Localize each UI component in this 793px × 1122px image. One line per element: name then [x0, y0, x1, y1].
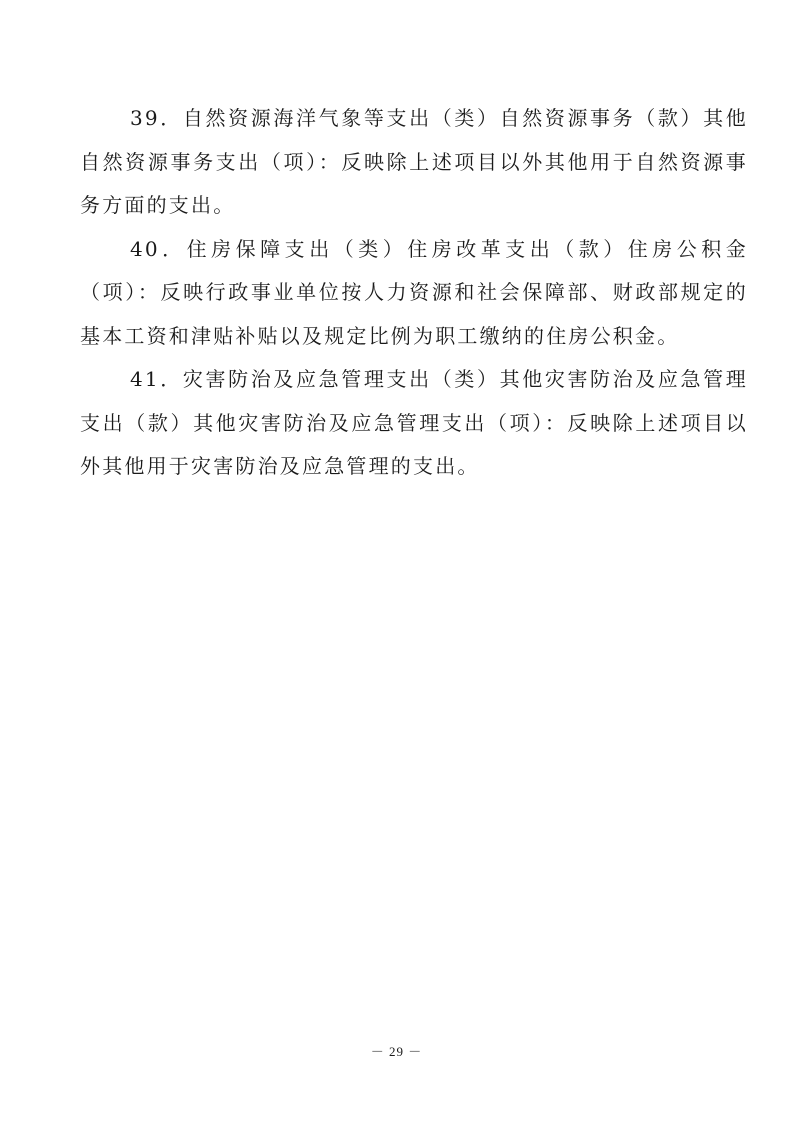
page-number: － 29 － [370, 1044, 423, 1059]
paragraph-item-39: 39．自然资源海洋气象等支出（类）自然资源事务（款）其他自然资源事务支出（项）：反映除上述项目以外其他用于自然资源事务方面的支出。 [80, 106, 748, 217]
document-body [80, 97, 748, 489]
paragraph-item-41: 41．灾害防治及应急管理支出（类）其他灾害防治及应急管理支出（款）其他灾害防治及应急管理支出（项）：反映除上述项目以外其他用于灾害防治及应急管理的支出。 [80, 367, 748, 478]
paragraph-item-40: 40．住房保障支出（类）住房改革支出（款）住房公积金（项）：反映行政事业单位按人力资源和社会保障部、财政部规定的 基本工资和津贴补贴以及规定比例为职工缴纳的住房公积金。 [80, 236, 748, 348]
